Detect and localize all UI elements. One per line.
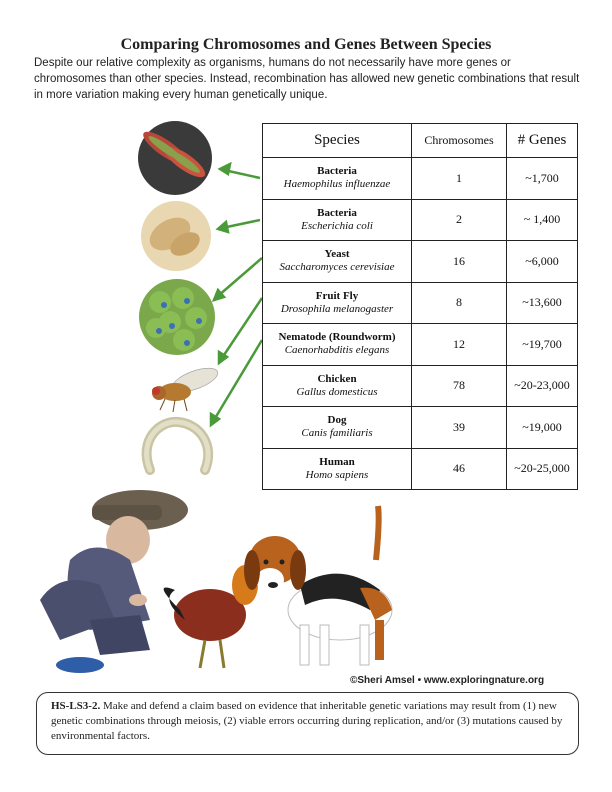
chromosome-count: 1 [412, 158, 507, 200]
scientific-name: Drosophila melanogaster [280, 302, 394, 315]
species-name: Fruit Fly [315, 289, 359, 302]
haemophilus-illustration [138, 121, 212, 195]
chromosome-count: 39 [412, 407, 507, 449]
page-title: Comparing Chromosomes and Genes Between Species [120, 36, 492, 53]
yeast-illustration [139, 279, 215, 355]
table-row [263, 241, 578, 283]
standard-text: Make and defend a claim based on evidence that inheritable genetic variations may result from (1) new genetic combinations through meiosis, (2) viable errors occurring during replication, and/or (3) mutations caused by environmental factors. [51, 700, 563, 742]
chromosome-count: 16 [412, 241, 507, 283]
copyright-credit: ©Sheri Amsel • www.exploringnature.org [350, 675, 545, 686]
boy-illustration [40, 490, 188, 673]
species-name: Bacteria [317, 206, 357, 219]
gene-count: ~6,000 [507, 241, 578, 283]
standard-box [36, 692, 579, 755]
scientific-name: Haemophilus influenzae [283, 178, 391, 191]
gene-count: ~ 1,400 [507, 199, 578, 241]
scientific-name: Saccharomyces cerevisiae [279, 261, 395, 274]
species-name: Nematode (Roundworm) [278, 331, 396, 344]
header-genes: # Genes [507, 124, 578, 158]
table-row [263, 365, 578, 407]
chromosome-count: 46 [412, 448, 507, 490]
scientific-name: Escherichia coli [301, 219, 373, 232]
gene-count: ~19,700 [507, 324, 578, 366]
ecoli-illustration [141, 201, 211, 271]
species-name: Dog [327, 414, 347, 427]
gene-count: ~13,600 [507, 282, 578, 324]
scientific-name: Gallus domesticus [296, 385, 378, 398]
pointer-arrows [211, 164, 262, 425]
chromosome-count: 78 [412, 365, 507, 407]
table-row [263, 199, 578, 241]
chromosome-count: 8 [412, 282, 507, 324]
species-name: Human [319, 455, 355, 468]
header-species: Species [263, 124, 412, 158]
gene-count: ~1,700 [507, 158, 578, 200]
scientific-name: Canis familiaris [301, 427, 373, 440]
beagle-illustration [244, 506, 392, 665]
species-name: Yeast [324, 248, 350, 261]
gene-count: ~19,000 [507, 407, 578, 449]
species-comparison-table [262, 123, 578, 490]
standard-code: HS-LS3-2. [51, 700, 101, 712]
species-name: Chicken [317, 372, 357, 385]
nematode-illustration [147, 422, 209, 470]
table-row [263, 324, 578, 366]
scientific-name: Caenorhabditis elegans [284, 344, 390, 357]
table-row [263, 407, 578, 449]
gene-count: ~20-23,000 [507, 365, 578, 407]
chromosome-count: 12 [412, 324, 507, 366]
species-name: Bacteria [317, 165, 357, 178]
header-chromosomes: Chromosomes [412, 124, 507, 158]
table-row [263, 282, 578, 324]
chromosome-count: 2 [412, 199, 507, 241]
gene-count: ~20-25,000 [507, 448, 578, 490]
table-row [263, 158, 578, 200]
scene-illustration [0, 480, 612, 680]
organism-illustrations [0, 110, 262, 480]
scientific-name: Homo sapiens [305, 468, 369, 481]
table-header-row [263, 124, 578, 158]
fruit-fly-illustration [152, 363, 221, 412]
intro-paragraph: Despite our relative complexity as organisms, humans do not necessarily have more genes or chromosomes than other species. Instead, recombination has allowed new genetic combinations that result in more variation making every human genetically unique. [34, 57, 580, 101]
